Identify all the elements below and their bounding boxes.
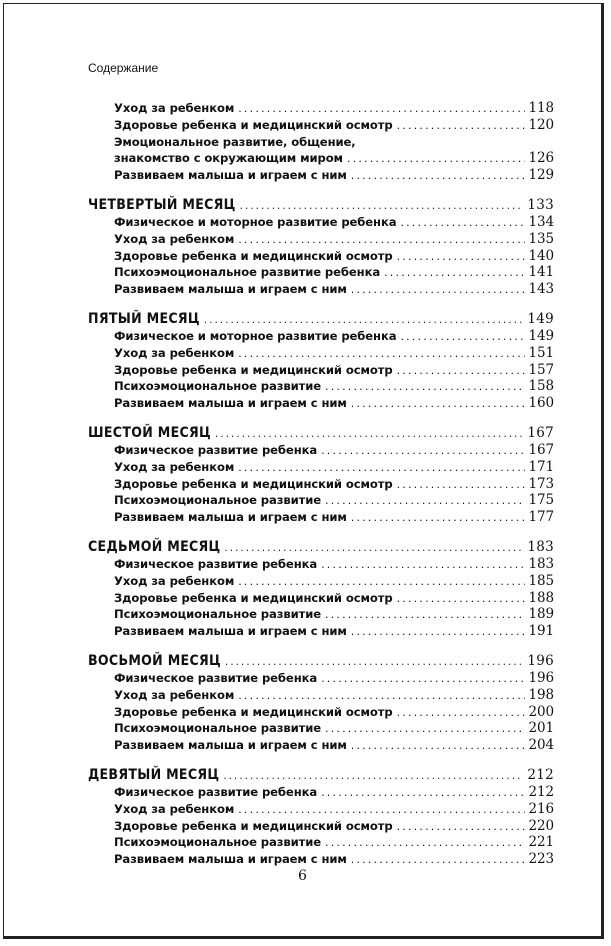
page-ref: 191 [528, 623, 554, 640]
page-ref: 200 [528, 703, 554, 720]
toc-section-entry[interactable] [114, 590, 554, 607]
page-ref: 221 [528, 834, 554, 851]
section-title: Здоровье ребенка и медицинский осмотр [114, 362, 393, 377]
toc-section-entry[interactable] [114, 362, 554, 379]
toc-section-entry[interactable] [114, 556, 554, 573]
section-title: Развиваем малыша и играем с ним [114, 852, 347, 867]
page-ref: 160 [528, 395, 554, 412]
toc-chapter-entry[interactable] [88, 652, 554, 670]
dot-leader [238, 460, 524, 477]
dot-leader [215, 425, 523, 443]
dot-leader [384, 265, 524, 282]
toc-section-entry[interactable] [114, 248, 554, 265]
page-ref: 223 [528, 851, 554, 868]
page-ref: 173 [528, 475, 554, 492]
section-title: Здоровье ребенка и медицинский осмотр [114, 818, 393, 833]
dot-leader [238, 688, 524, 705]
toc-section-entry[interactable] [114, 345, 554, 362]
dot-leader [321, 557, 524, 574]
page-ref: 141 [528, 264, 554, 281]
dot-leader [238, 802, 524, 819]
toc-section-entry[interactable] [114, 442, 554, 459]
page-ref: 157 [528, 361, 554, 378]
section-title: Развиваем малыша и играем с ним [114, 168, 347, 183]
toc-section-entry[interactable] [114, 167, 554, 184]
toc-chapter-entry[interactable] [88, 538, 554, 556]
section-title: Физическое и моторное развитие ребенка [114, 214, 397, 229]
page-ref: 201 [528, 720, 554, 737]
section-title: Уход за ребенком [114, 231, 235, 246]
toc-section-entry[interactable] [114, 623, 554, 640]
toc-section-entry[interactable] [114, 476, 554, 493]
section-title: Здоровье ребенка и медицинский осмотр [114, 476, 393, 491]
page-ref: 151 [528, 344, 554, 361]
page-ref: 140 [528, 247, 554, 264]
toc-section-entry[interactable] [114, 281, 554, 298]
chapter-title: ВОСЬМОЙ МЕСЯЦ [88, 652, 221, 669]
toc-section-entry[interactable] [114, 214, 554, 231]
section-title: Развиваем малыша и играем с ним [114, 396, 347, 411]
section-title: Психоэмоциональное развитие [114, 721, 321, 736]
toc-section-entry[interactable] [114, 687, 554, 704]
section-title: Здоровье ребенка и медицинский осмотр [114, 117, 393, 132]
toc-chapter-entry[interactable] [88, 310, 554, 328]
page-ref: 171 [528, 458, 554, 475]
page-ref: 143 [528, 281, 554, 298]
page-ref: 183 [527, 538, 554, 555]
dot-leader [238, 232, 524, 249]
toc-section-entry[interactable] [114, 606, 554, 623]
page-ref: 212 [528, 783, 554, 800]
toc-section-entry [114, 134, 554, 151]
section-title: Уход за ребенком [114, 459, 235, 474]
page-ref: 135 [528, 230, 554, 247]
section-title: Здоровье ребенка и медицинский осмотр [114, 590, 393, 605]
chapter-title: ШЕСТОЙ МЕСЯЦ [88, 424, 212, 441]
dot-leader [325, 607, 525, 624]
page-ref: 118 [528, 100, 554, 116]
section-title: знакомство с окружающим миром [114, 151, 343, 166]
section-title: Уход за ребенком [114, 345, 235, 360]
dot-leader [321, 671, 524, 688]
dot-leader [225, 539, 524, 557]
section-title: Психоэмоциональное развитие [114, 379, 321, 394]
section-title: Физическое и моторное развитие ребенка [114, 328, 397, 343]
dot-leader [347, 151, 525, 168]
page-ref: 175 [528, 492, 554, 509]
dot-leader [351, 624, 525, 641]
page-ref: 126 [528, 150, 554, 167]
toc-section-entry[interactable] [114, 704, 554, 721]
section-title: Уход за ребенком [114, 101, 235, 115]
toc-section-entry[interactable] [114, 670, 554, 687]
page-ref: 177 [528, 509, 554, 526]
section-title: Физическое развитие ребенка [114, 556, 318, 571]
page-ref: 189 [528, 606, 554, 623]
dot-leader [351, 738, 525, 755]
dot-leader [397, 363, 525, 380]
section-title: Физическое развитие ребенка [114, 784, 318, 799]
toc-section-entry[interactable] [114, 851, 554, 868]
toc-section-entry[interactable] [114, 720, 554, 737]
toc-section-entry[interactable] [114, 100, 554, 117]
chapter-title: СЕДЬМОЙ МЕСЯЦ [88, 538, 221, 555]
dot-leader [397, 705, 525, 722]
dot-leader [397, 819, 525, 836]
toc-section-entry[interactable] [114, 150, 554, 167]
dot-leader [351, 510, 525, 527]
page-ref: 196 [528, 669, 554, 686]
toc-section-entry[interactable] [114, 573, 554, 590]
dot-leader [325, 379, 525, 396]
dot-leader [397, 118, 525, 135]
toc-section-entry[interactable] [114, 117, 554, 134]
page-ref: 133 [527, 196, 554, 213]
dot-leader [321, 443, 524, 460]
section-title: Здоровье ребенка и медицинский осмотр [114, 248, 393, 263]
page-ref: 198 [528, 686, 554, 703]
dot-leader [325, 493, 525, 510]
dot-leader [351, 852, 525, 869]
page-ref: 129 [528, 167, 554, 184]
book-page [3, 3, 604, 939]
page-ref: 212 [527, 766, 554, 783]
chapter-title: ПЯТЫЙ МЕСЯЦ [88, 310, 200, 327]
dot-leader [225, 653, 523, 671]
toc-section-entry[interactable] [114, 784, 554, 801]
page-ref: 185 [528, 572, 554, 589]
page-number: 6 [298, 868, 307, 884]
dot-leader [397, 477, 525, 494]
page-ref: 204 [528, 737, 554, 754]
section-title: Развиваем малыша и играем с ним [114, 738, 347, 753]
page-ref: 188 [528, 589, 554, 606]
section-title: Физическое развитие ребенка [114, 442, 318, 457]
toc-section-entry[interactable] [114, 231, 554, 248]
chapter-title: ДЕВЯТЫЙ МЕСЯЦ [88, 766, 220, 783]
dot-leader [351, 282, 525, 299]
toc-section-entry[interactable] [114, 395, 554, 412]
table-of-contents [4, 100, 601, 868]
page-ref: 220 [528, 817, 554, 834]
page-ref: 216 [528, 800, 554, 817]
dot-leader [400, 215, 524, 232]
toc-section-entry[interactable] [114, 818, 554, 835]
toc-chapter-entry[interactable] [88, 196, 554, 214]
page-ref: 167 [528, 441, 554, 458]
section-title: Уход за ребенком [114, 573, 235, 588]
dot-leader [223, 767, 523, 785]
toc-section-entry[interactable] [114, 509, 554, 526]
dot-leader [351, 168, 525, 185]
section-title: Физическое развитие ребенка [114, 670, 318, 685]
section-title: Развиваем малыша и играем с ним [114, 510, 347, 525]
page-ref: 149 [527, 310, 554, 327]
dot-leader [238, 101, 524, 118]
toc-section-entry[interactable] [114, 492, 554, 509]
dot-leader [321, 785, 524, 802]
toc-section-entry[interactable] [114, 834, 554, 851]
section-title: Психоэмоциональное развитие [114, 607, 321, 622]
page-ref: 149 [528, 327, 554, 344]
chapter-title: ЧЕТВЕРТЫЙ МЕСЯЦ [88, 196, 236, 213]
section-title: Уход за ребенком [114, 801, 235, 816]
toc-section-entry[interactable] [114, 378, 554, 395]
toc-section-entry[interactable] [114, 459, 554, 476]
section-title: Уход за ребенком [114, 687, 235, 702]
running-header: Содержание [88, 61, 159, 75]
page-ref: 183 [528, 555, 554, 572]
page-ref: 167 [527, 424, 554, 441]
section-title: Психоэмоциональное развитие ребенка [114, 265, 381, 280]
toc-chapter-entry[interactable] [88, 424, 554, 442]
page-ref: 134 [528, 213, 554, 230]
dot-leader [351, 396, 525, 413]
dot-leader [397, 249, 525, 266]
section-title: Развиваем малыша и играем с ним [114, 282, 347, 297]
dot-leader [238, 574, 524, 591]
dot-leader [240, 197, 524, 215]
dot-leader [238, 346, 524, 363]
section-title: Развиваем малыша и играем с ним [114, 624, 347, 639]
section-title: Эмоциональное развитие, общение, [114, 134, 356, 149]
dot-leader [325, 835, 525, 852]
page-ref: 158 [528, 378, 554, 395]
dot-leader [325, 721, 525, 738]
dot-leader [204, 311, 523, 329]
page-ref: 196 [527, 652, 554, 669]
toc-section-entry[interactable] [114, 801, 554, 818]
section-title: Психоэмоциональное развитие [114, 493, 321, 508]
dot-leader [397, 591, 525, 608]
section-title: Психоэмоциональное развитие [114, 835, 321, 850]
toc-chapter-entry[interactable] [88, 766, 554, 784]
page-ref: 120 [528, 116, 554, 133]
dot-leader [400, 329, 524, 346]
section-title: Здоровье ребенка и медицинский осмотр [114, 704, 393, 719]
toc-section-entry[interactable] [114, 328, 554, 345]
toc-section-entry[interactable] [114, 737, 554, 754]
toc-section-entry[interactable] [114, 264, 554, 281]
